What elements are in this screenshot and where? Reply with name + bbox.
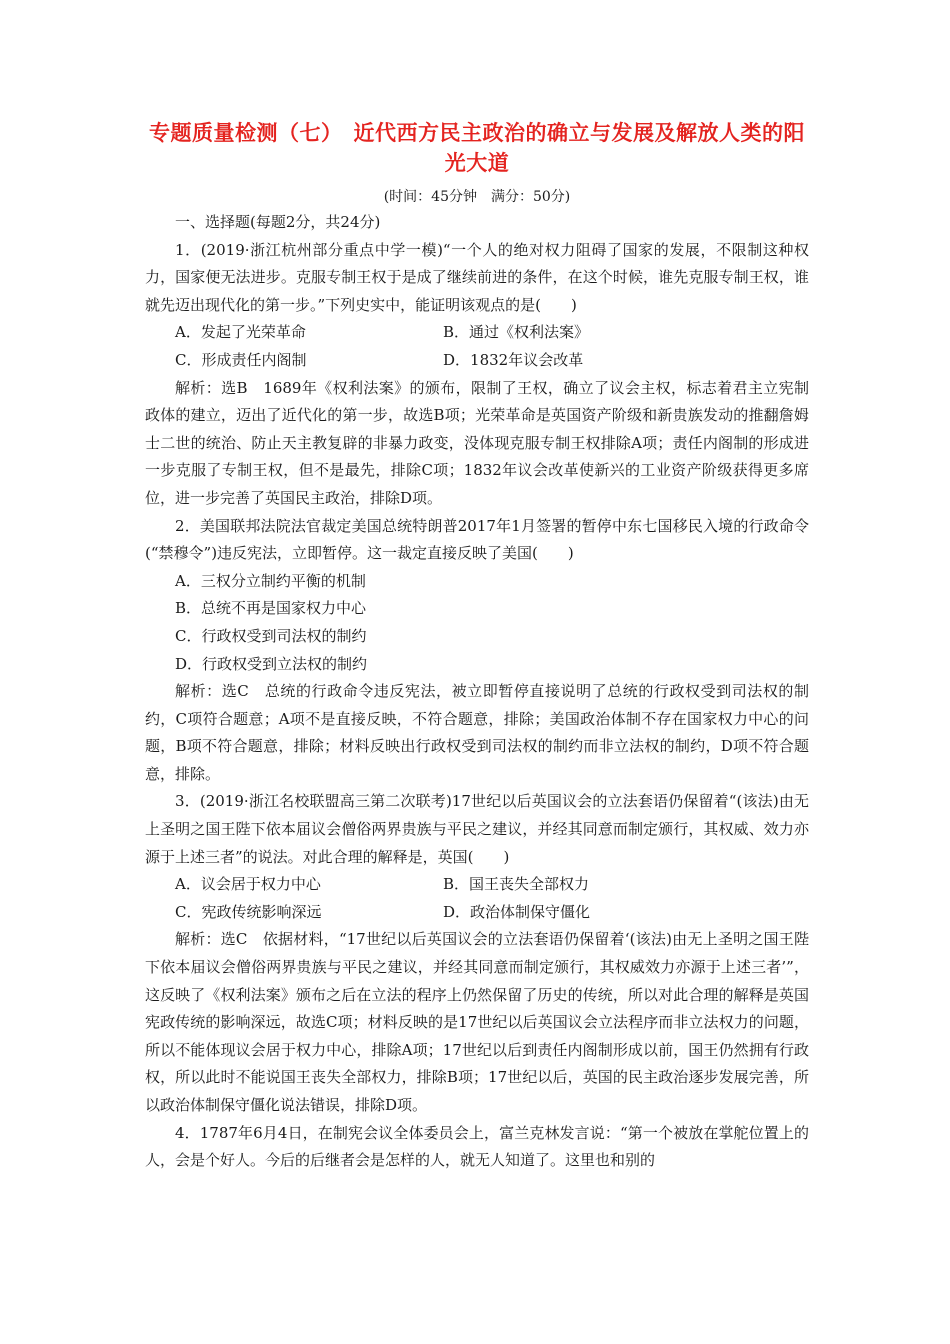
question-3-option-c: C．宪政传统影响深远	[175, 902, 322, 921]
question-2-option-c: C．行政权受到司法权的制约	[175, 626, 367, 645]
question-1-option-a: A．发起了光荣革命	[175, 323, 306, 342]
question-2-option-a: A．三权分立制约平衡的机制	[175, 571, 366, 590]
question-1-option-c: C．形成责任内阁制	[175, 350, 307, 369]
document-page	[145, 118, 809, 1175]
question-1-options-row-2	[145, 347, 809, 375]
document-title: 专题质量检测（七） 近代西方民主政治的确立与发展及解放人类的阳光大道	[149, 121, 805, 175]
question-3-options-row-1	[145, 871, 809, 899]
question-2-stem: 2．美国联邦法院法官裁定美国总统特朗普2017年1月签署的暂停中东七国移民入境的行政命令(“禁穆令”)违反宪法，立即暂停。这一裁定直接反映了美国( )	[145, 516, 809, 563]
question-1-analysis: 解析：选B 1689年《权利法案》的颁布，限制了王权，确立了议会主权，标志着君主立宪制政体的建立，迈出了近代化的第一步，故选B项；光荣革命是英国资产阶级和新贵族发动的推翻詹姆士二世的统治、防止天主教复辟的非暴力政变，没体现克服专制王权排除A项；责任内阁制的形成进一步克服了专制王权，但不是最先，排除C项；1832年议会改革使新兴的工业资产阶级获得更多席位，进一步完善了英国民主政治，排除D项。	[145, 378, 809, 507]
question-2-option-b: B．总统不再是国家权力中心	[175, 599, 367, 618]
question-3-analysis: 解析：选C 依据材料，“17世纪以后英国议会的立法套语仍保留着‘(该法)由无上圣明之国王陛下依本届议会僧俗两界贵族与平民之建议，并经其同意而制定颁行，其权威效力亦源于上述三者’”，这反映了《权利法案》颁布之后在立法的程序上仍然保留了历史的传统，所以对此合理的解释是英国宪政传统的影响深远，故选C项；材料反映的是17世纪以后英国议会立法程序而非立法权力的问题，所以不能体现议会居于权力中心，排除A项；17世纪以后到责任内阁制形成以前，国王仍然拥有行政权，所以此时不能说国王丧失全部权力，排除B项；17世纪以后，英国的民主政治逐步发展完善，所以政治体制保守僵化说法错误，排除D项。	[145, 930, 809, 1114]
question-2-option-d: D．行政权受到立法权的制约	[175, 654, 368, 673]
question-1-option-d: D．1832年议会改革	[443, 350, 584, 369]
question-2-analysis: 解析：选C 总统的行政命令违反宪法，被立即暂停直接说明了总统的行政权受到司法权的制约，C项符合题意；A项不是直接反映，不符合题意，排除；美国政治体制不存在国家权力中心的问题，B项不符合题意，排除；材料反映出行政权受到司法权的制约而非立法权的制约，D项不符合题意，排除。	[145, 682, 809, 783]
section-heading: 一、选择题(每题2分，共24分)	[175, 213, 381, 231]
question-1-options-row-1	[145, 319, 809, 347]
question-3-option-b: B．国王丧失全部权力	[443, 875, 590, 894]
exam-meta: (时间：45分钟 满分：50分)	[383, 189, 571, 205]
question-1-stem: 1．(2019·浙江杭州部分重点中学一模)“一个人的绝对权力阻碍了国家的发展，不限制这种权力，国家便无法进步。克服专制王权于是成了继续前进的条件，在这个时候，谁先克服专制王权，谁就先迈出现代化的第一步。”下列史实中，能证明该观点的是( )	[145, 240, 809, 314]
question-3-option-a: A．议会居于权力中心	[175, 875, 321, 894]
question-4-stem: 4．1787年6月4日，在制宪会议全体委员会上，富兰克林发言说：“第一个被放在掌舵位置上的人，会是个好人。今后的后继者会是怎样的人，就无人知道了。这里也和别的	[145, 1123, 809, 1170]
question-3-option-d: D．政治体制保守僵化	[443, 902, 591, 921]
question-1-option-b: B．通过《权利法案》	[443, 323, 590, 342]
question-3-stem: 3．(2019·浙江名校联盟高三第二次联考)17世纪以后英国议会的立法套语仍保留着“(该法)由无上圣明之国王陛下依本届议会僧俗两界贵族与平民之建议，并经其同意而制定颁行，其权威、效力亦源于上述三者”的说法。对此合理的解释是，英国( )	[145, 792, 809, 866]
question-3-options-row-2	[145, 899, 809, 927]
